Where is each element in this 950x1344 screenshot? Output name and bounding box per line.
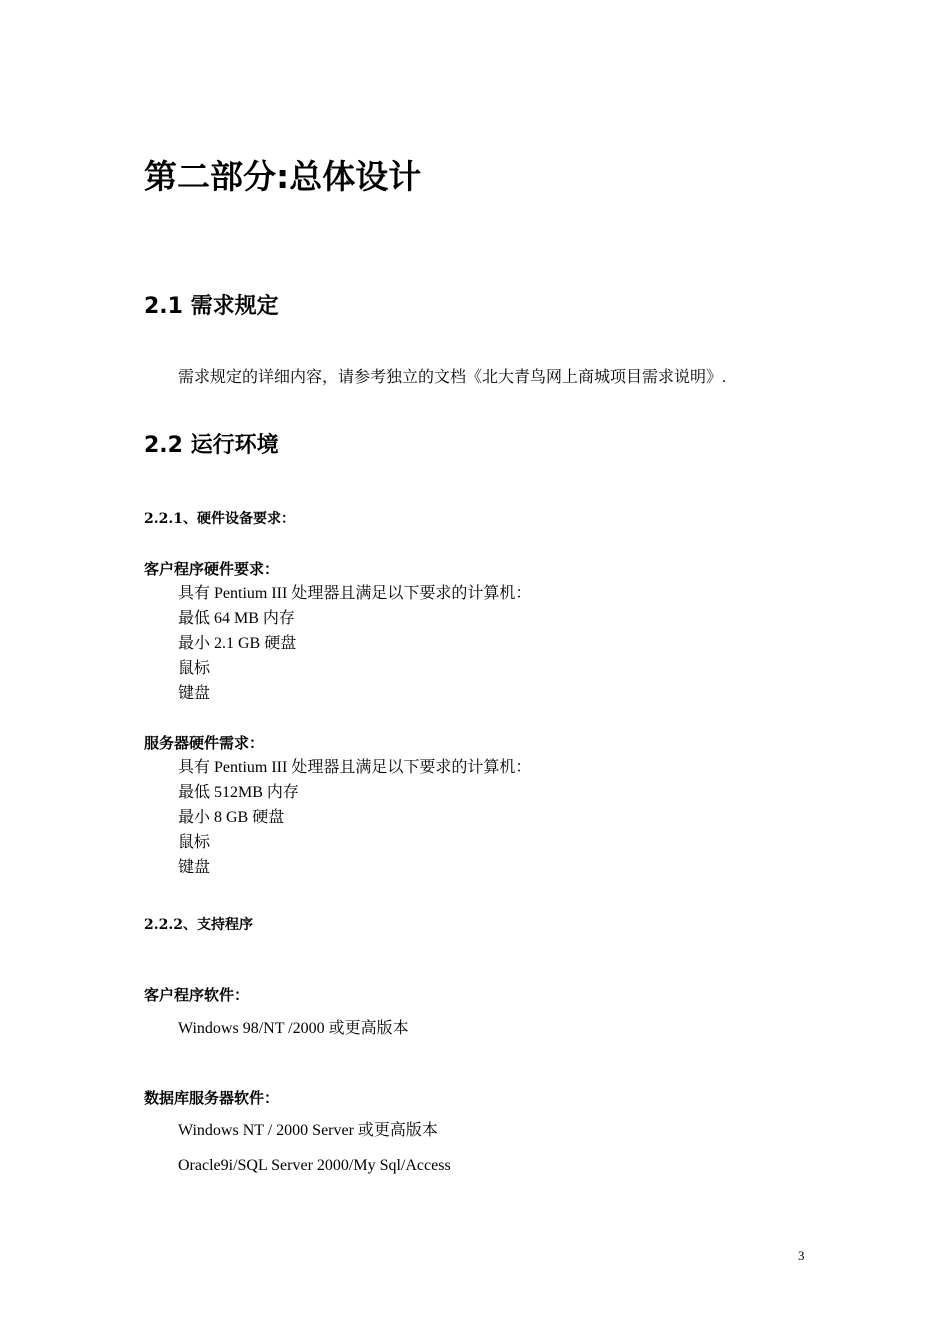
section-2-1-paragraph: 需求规定的详细内容，请参考独立的文档《北大青鸟网上商城项目需求说明》. <box>178 369 727 386</box>
server-hardware-label: 服务器硬件需求： <box>144 734 265 752</box>
server-hardware-list <box>178 755 531 880</box>
list-item: 具有 Pentium III 处理器且满足以下要求的计算机： <box>178 585 532 602</box>
subsection-heading-2-2-2: 2.2.2、支持程序 <box>144 917 253 933</box>
subsection-heading-2-2-1: 2.2.1、硬件设备要求： <box>144 511 295 527</box>
section-heading-2-2: 2.2 运行环境 <box>144 433 279 458</box>
section-heading-2-1: 2.1 需求规定 <box>144 294 279 319</box>
list-item: 最小 8 GB 硬盘 <box>178 809 285 826</box>
client-software-item: Windows 98/NT /2000 或更高版本 <box>178 1020 409 1037</box>
db-software-item: Windows NT / 2000 Server 或更高版本 <box>178 1122 438 1139</box>
client-hardware-list <box>178 581 531 706</box>
list-item: 最低 512MB 内存 <box>178 784 299 801</box>
list-item: 键盘 <box>178 685 211 702</box>
db-software-label: 数据库服务器软件： <box>144 1089 280 1107</box>
list-item: 具有 Pentium III 处理器且满足以下要求的计算机： <box>178 759 532 776</box>
db-software-item: Oracle9i/SQL Server 2000/My Sql/Access <box>178 1157 451 1174</box>
list-item: 鼠标 <box>178 834 211 851</box>
client-software-label: 客户程序软件： <box>144 986 250 1004</box>
list-item: 最低 64 MB 内存 <box>178 610 295 627</box>
list-item: 鼠标 <box>178 660 211 677</box>
page-number: 3 <box>798 1248 805 1263</box>
list-item: 键盘 <box>178 859 211 876</box>
list-item: 最小 2.1 GB 硬盘 <box>178 635 297 652</box>
page-title: 第二部分:总体设计 <box>144 157 422 196</box>
client-hardware-label: 客户程序硬件要求： <box>144 560 280 578</box>
